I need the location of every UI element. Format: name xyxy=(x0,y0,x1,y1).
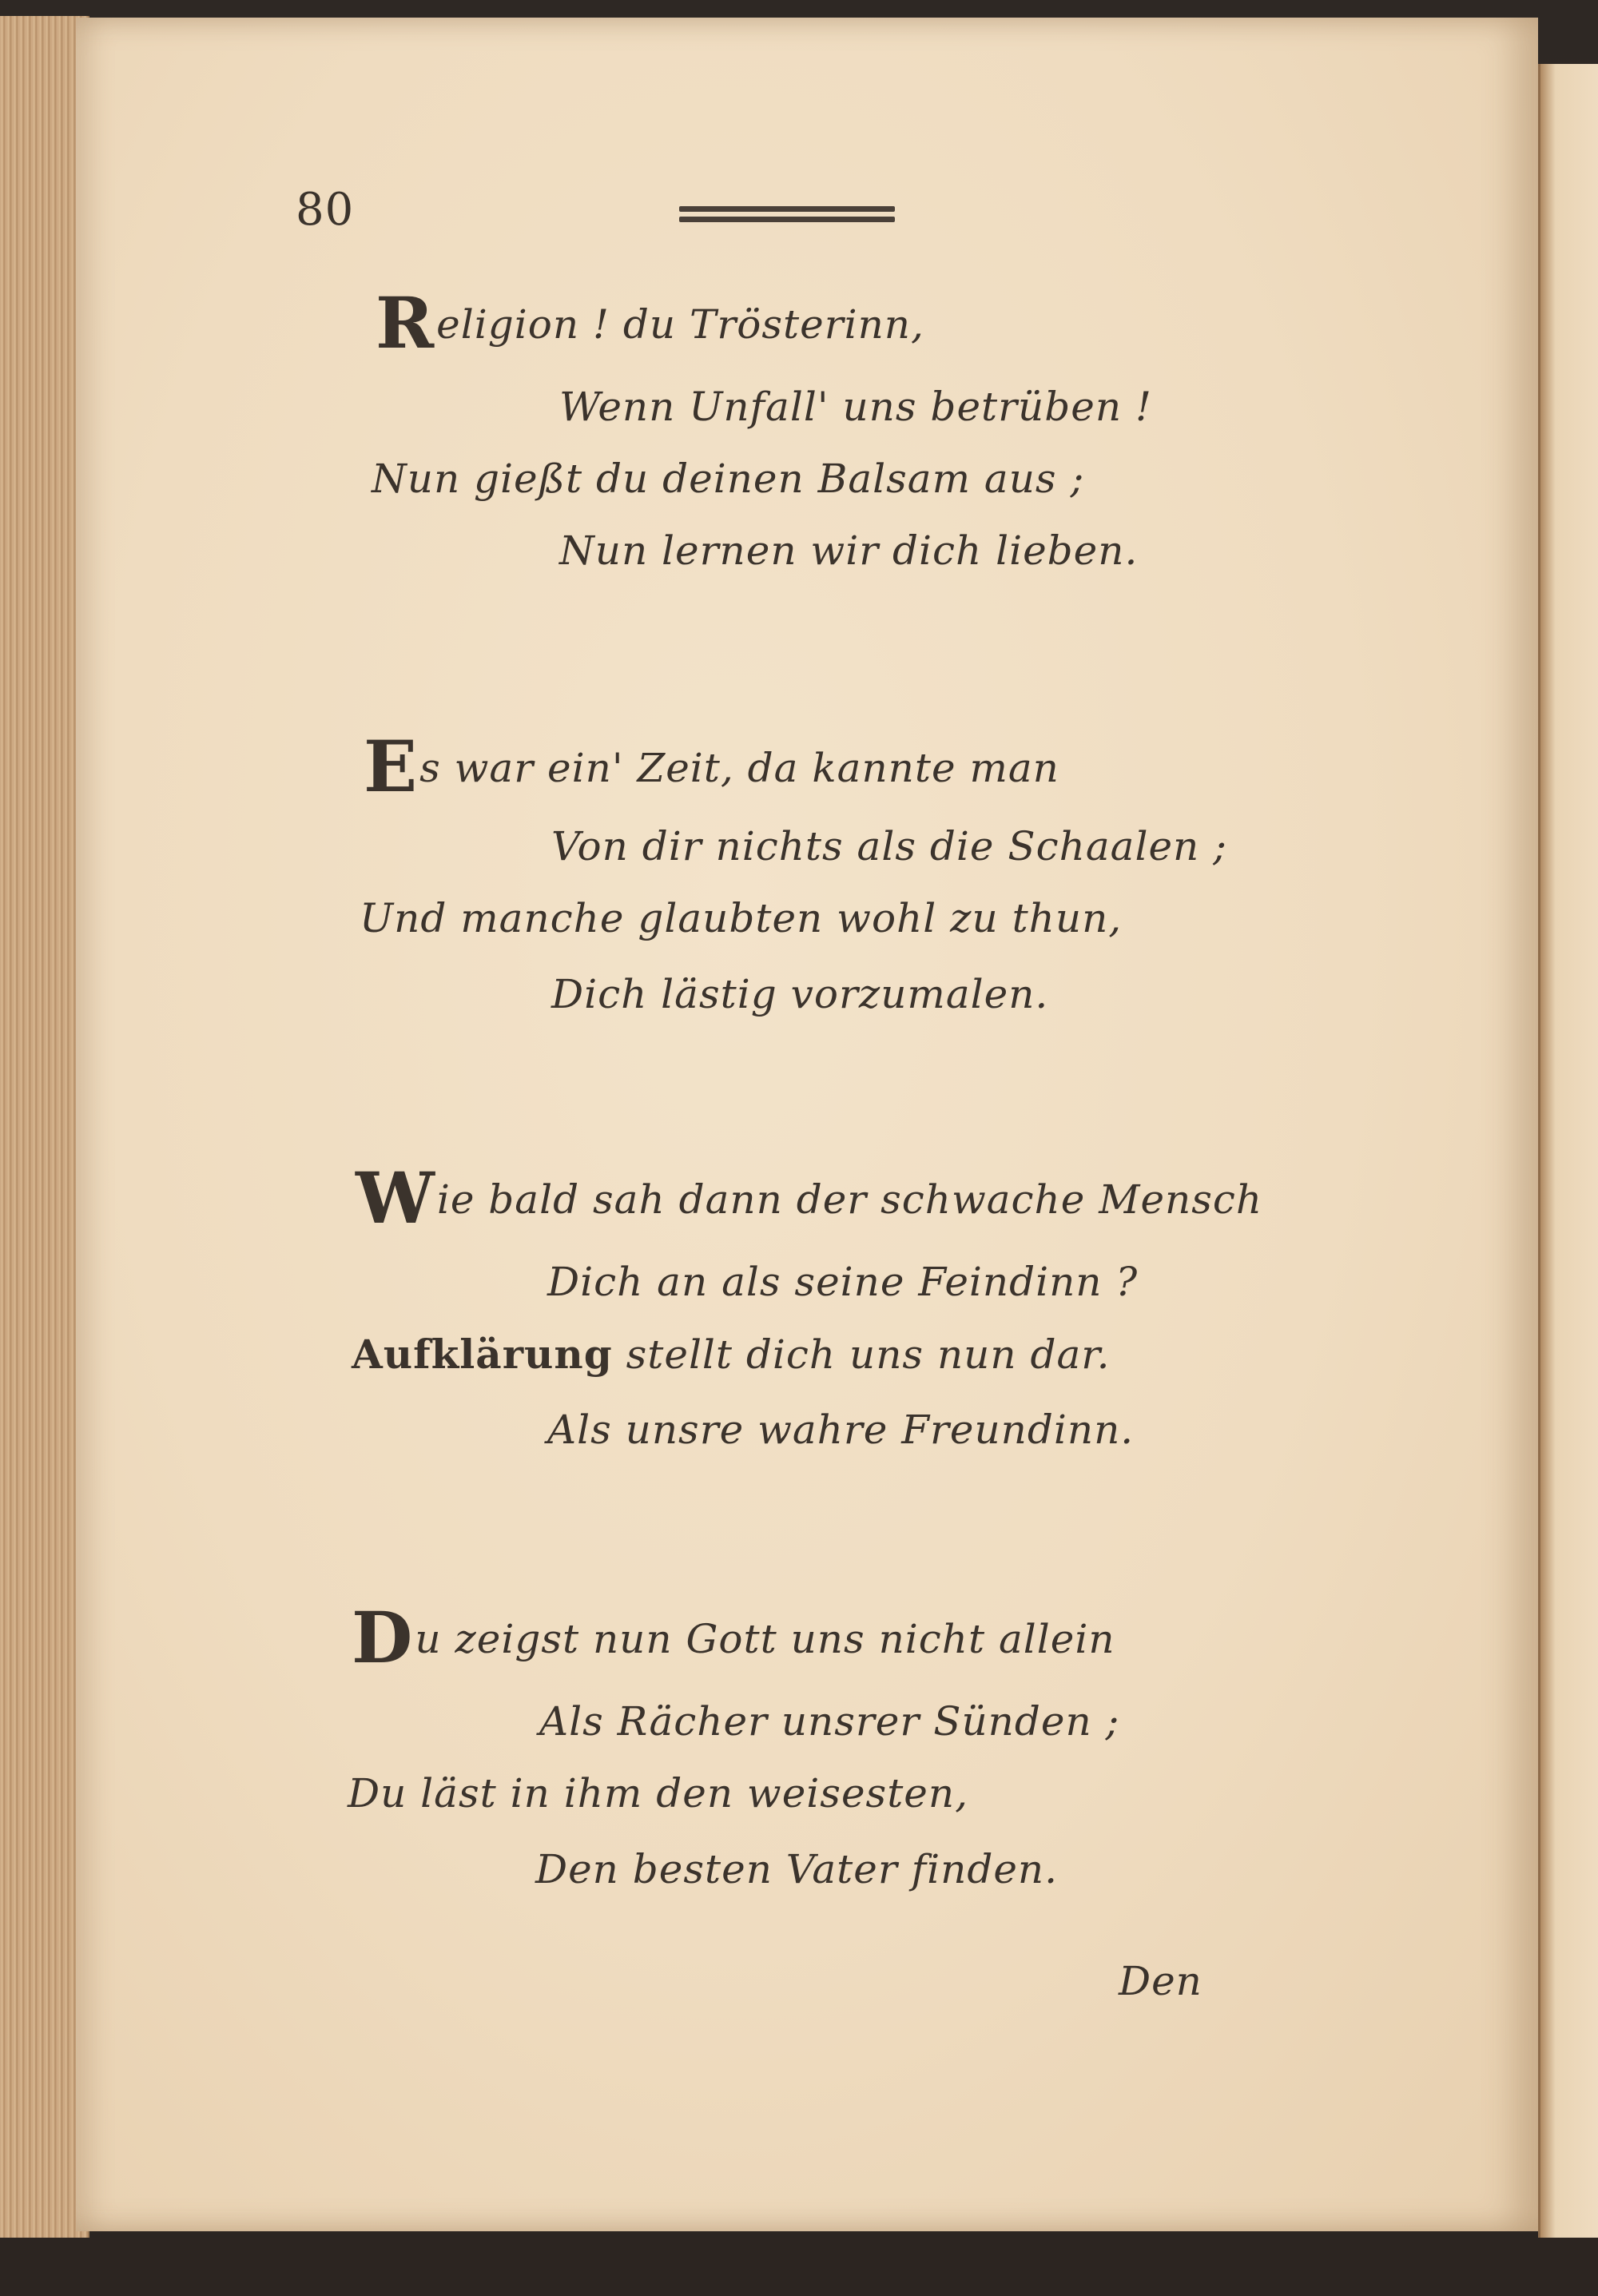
verse-text: u zeigst nun Gott uns nicht allein xyxy=(415,1616,1115,1662)
page-number: 80 xyxy=(296,184,355,236)
stanza-1-line-3: Nun gießt du deinen Balsam aus ; xyxy=(372,456,1085,502)
stanza-3-line-1 xyxy=(356,1156,1263,1240)
stanza-4-line-1 xyxy=(352,1596,1115,1679)
stanza-2-line-1 xyxy=(364,725,1059,808)
drop-initial: R xyxy=(376,281,435,364)
stanza-3-line-4: Als unsre wahre Freundinn. xyxy=(547,1407,1135,1453)
stanza-3-line-3 xyxy=(352,1331,1111,1378)
stanza-4-line-2: Als Rächer unsrer Sünden ; xyxy=(539,1698,1120,1745)
verse-text: stellt dich uns nun dar. xyxy=(612,1331,1111,1378)
verse-text: ie bald sah dann der schwache Mensch xyxy=(436,1176,1263,1223)
stanza-2-line-4: Dich lästig vorzumalen. xyxy=(551,971,1049,1017)
stanza-1-line-4: Nun lernen wir dich lieben. xyxy=(559,527,1139,574)
stanza-4-line-4: Den besten Vater finden. xyxy=(535,1846,1059,1892)
drop-initial: D xyxy=(352,1596,414,1679)
facing-page-edge xyxy=(1538,64,1598,2262)
emphasized-word: Aufklärung xyxy=(352,1331,613,1378)
ornament-bar-top xyxy=(679,206,895,212)
stanza-4-line-3: Du läst in ihm den weisesten, xyxy=(348,1770,968,1817)
stanza-2-line-2: Von dir nichts als die Schaalen ; xyxy=(551,823,1227,869)
stanza-1-line-2: Wenn Unfall' uns betrüben ! xyxy=(559,384,1153,430)
ornament-bar-bottom xyxy=(679,217,895,222)
drop-initial: W xyxy=(356,1156,435,1240)
scan-background-strip xyxy=(0,2238,1598,2296)
verse-text: s war ein' Zeit, da kannte man xyxy=(419,745,1059,791)
stanza-1-line-1 xyxy=(376,281,924,364)
stanza-2-line-3: Und manche glaubten wohl zu thun, xyxy=(360,895,1123,941)
stanza-3-line-2: Dich an als seine Feindinn ? xyxy=(547,1259,1139,1305)
drop-initial: E xyxy=(364,725,419,808)
header-ornament-rule xyxy=(679,206,895,227)
verse-text: eligion ! du Trösterinn, xyxy=(436,301,924,348)
catchword: Den xyxy=(1119,1958,1202,2004)
